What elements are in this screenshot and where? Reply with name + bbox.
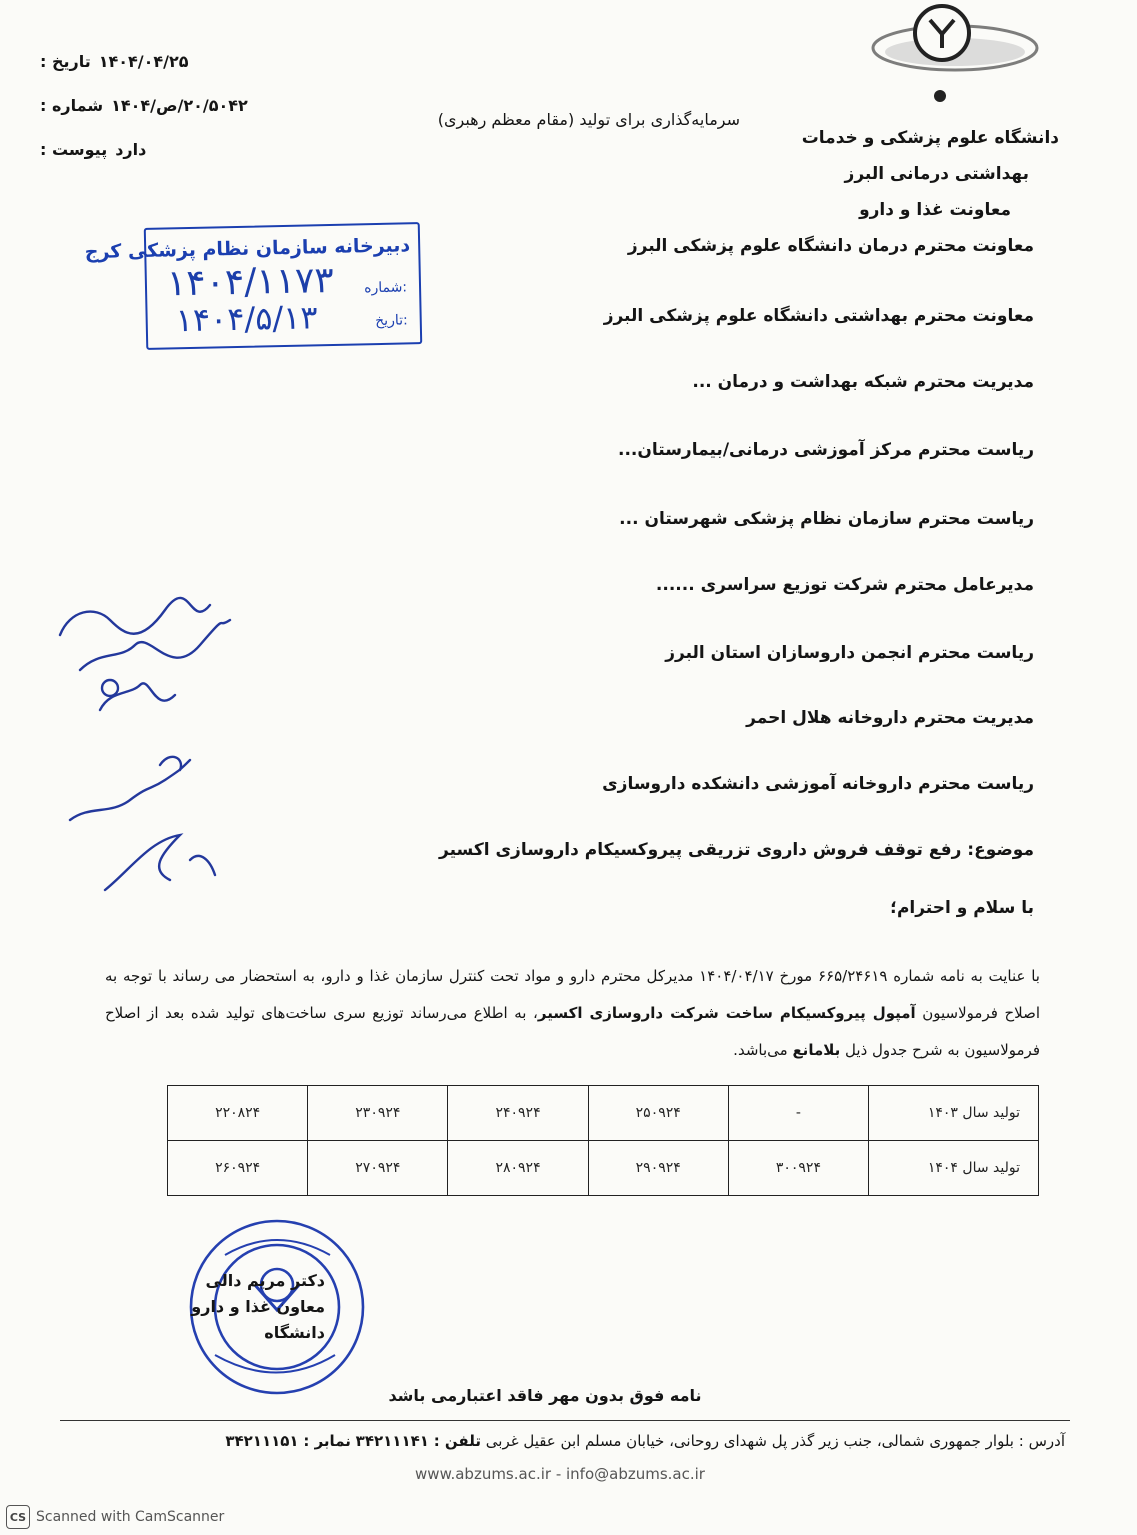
row-label: تولید سال ۱۴۰۳: [869, 1086, 1039, 1141]
stamp-title: دبیرخانه سازمان نظام پزشکی کرج: [84, 234, 411, 264]
recipient-line: مدیریت محترم شبکه بهداشت و درمان ...: [692, 372, 1034, 392]
letter-meta: [40, 40, 280, 172]
recipient-line: مدیرعامل محترم شرکت توزیع سراسری ......: [655, 575, 1034, 595]
body-bold-approval: بلامانع: [792, 1041, 841, 1059]
number-label: شماره :: [40, 96, 104, 115]
body-text-1: با عنایت به نامه شماره ۶۶۵/۲۴۶۱۹ مورخ ۱۴۰۴/۰۴/۱۷ مدیرکل محترم دارو و مواد تحت کنترل سازمان غذا و دارو، به استحضار می رساند با توجه به اصلاح فرمولاسیون: [105, 967, 1041, 1022]
camscanner-watermark: [6, 1504, 224, 1530]
batch-cell: ۲۲۰۸۲۴: [168, 1086, 308, 1141]
address-label: آدرس :: [1018, 1432, 1065, 1450]
attachment-label: پیوست :: [40, 140, 108, 159]
recipient-line: مدیریت محترم داروخانه هلال احمر: [746, 708, 1034, 728]
phone-label: تلفن :: [433, 1432, 481, 1450]
footer-address: [60, 1432, 1065, 1450]
slogan: سرمایه‌گذاری برای تولید (مقام معظم رهبری): [437, 110, 740, 129]
batch-table: [167, 1085, 1039, 1196]
batch-cell: ۲۸۰۹۲۴: [448, 1141, 588, 1196]
validity-note: نامه فوق بدون مهر فاقد اعتبارمی باشد: [388, 1386, 702, 1405]
batch-cell: ۲۴۰۹۲۴: [448, 1086, 588, 1141]
signer-title: معاون غذا و دارو دانشگاه: [191, 1297, 325, 1342]
recipient-line: ریاست محترم انجمن داروسازان استان البرز: [665, 643, 1034, 663]
number-row: [40, 84, 280, 128]
recipient-line: معاونت محترم بهداشتی دانشگاه علوم پزشکی البرز: [603, 306, 1034, 326]
stamp-number-handwritten: ۱۴۰۴/۱۱۷۳: [166, 259, 335, 305]
batch-cell: ۳۰۰۹۲۴: [728, 1141, 868, 1196]
table-row: [168, 1086, 1039, 1141]
recipient-line: ریاست محترم داروخانه آموزشی دانشکده داروسازی: [602, 774, 1034, 794]
batch-cell: ۲۷۰۹۲۴: [308, 1141, 448, 1196]
university-line-1: دانشگاه علوم پزشکی و خدمات: [801, 128, 1059, 148]
recipient-line: ریاست محترم سازمان نظام پزشکی شهرستان ...: [619, 509, 1034, 529]
date-value: ۱۴۰۴/۰۴/۲۵: [98, 52, 189, 71]
body-bold-product: آمپول پیروکسیکام ساخت شرکت داروسازی اکسیر: [537, 1004, 916, 1022]
signature-block: [165, 1268, 325, 1346]
row-label: تولید سال ۱۴۰۴: [869, 1141, 1039, 1196]
camscanner-text: Scanned with CamScanner: [36, 1509, 225, 1525]
stamp-date-handwritten: ۱۴۰۴/۵/۱۳: [175, 298, 318, 340]
date-label: تاریخ :: [40, 52, 91, 71]
camscanner-icon: CS: [6, 1505, 30, 1529]
fax-value: ۳۴۲۱۱۱۵۱: [225, 1432, 299, 1450]
subject-line: موضوع: رفع توقف فروش داروی تزریقی پیروکسیکام داروسازی اکسیر: [439, 840, 1034, 860]
batch-cell: ۲۵۰۹۲۴: [588, 1086, 728, 1141]
recipient-line: معاونت محترم درمان دانشگاه علوم پزشکی البرز: [627, 236, 1034, 256]
batch-cell: ۲۹۰۹۲۴: [588, 1141, 728, 1196]
stamp-date-label: تاریخ:: [375, 312, 408, 330]
phone-value: ۳۴۲۱۱۱۴۱: [355, 1432, 429, 1450]
signer-name: دکتر مریم دالی: [205, 1271, 325, 1290]
letter-body: [105, 958, 1040, 1069]
batch-cell: -: [728, 1086, 868, 1141]
address-text: بلوار جمهوری شمالی، جنب زیر گذر پل شهدای روحانی، خیابان مسلم ابن عقیل غربی: [485, 1432, 1014, 1450]
number-value: ۲۰/۵۰۴۲/ص/۱۴۰۴: [111, 96, 248, 115]
university-logo: [860, 0, 1040, 110]
batch-cell: ۲۶۰۹۲۴: [168, 1141, 308, 1196]
date-row: [40, 40, 280, 84]
footer-web: www.abzums.ac.ir - info@abzums.ac.ir: [415, 1465, 705, 1483]
university-line-3: معاونت غذا و دارو: [859, 200, 1011, 220]
footer-divider: [60, 1420, 1070, 1421]
body-text-3: می‌باشد.: [733, 1041, 793, 1059]
batch-cell: ۲۳۰۹۲۴: [308, 1086, 448, 1141]
fax-label: نمابر :: [303, 1432, 351, 1450]
handwritten-annotation: [40, 590, 240, 900]
attachment-row: [40, 128, 280, 172]
university-name: [719, 120, 1059, 228]
table-row: [168, 1141, 1039, 1196]
attachment-value: دارد: [115, 140, 147, 159]
body-text-2: ، به اطلاع می‌رساند توزیع سری ساخت‌های تولید شده بعد از اصلاح فرمولاسیون به شرح جدول ذیل: [105, 1004, 1040, 1059]
greeting: با سلام و احترام؛: [890, 898, 1034, 918]
stamp-number-label: شماره:: [363, 279, 408, 297]
university-line-2: بهداشتی درمانی البرز: [844, 164, 1029, 184]
recipient-line: ریاست محترم مرکز آموزشی درمانی/بیمارستان...: [618, 440, 1034, 460]
